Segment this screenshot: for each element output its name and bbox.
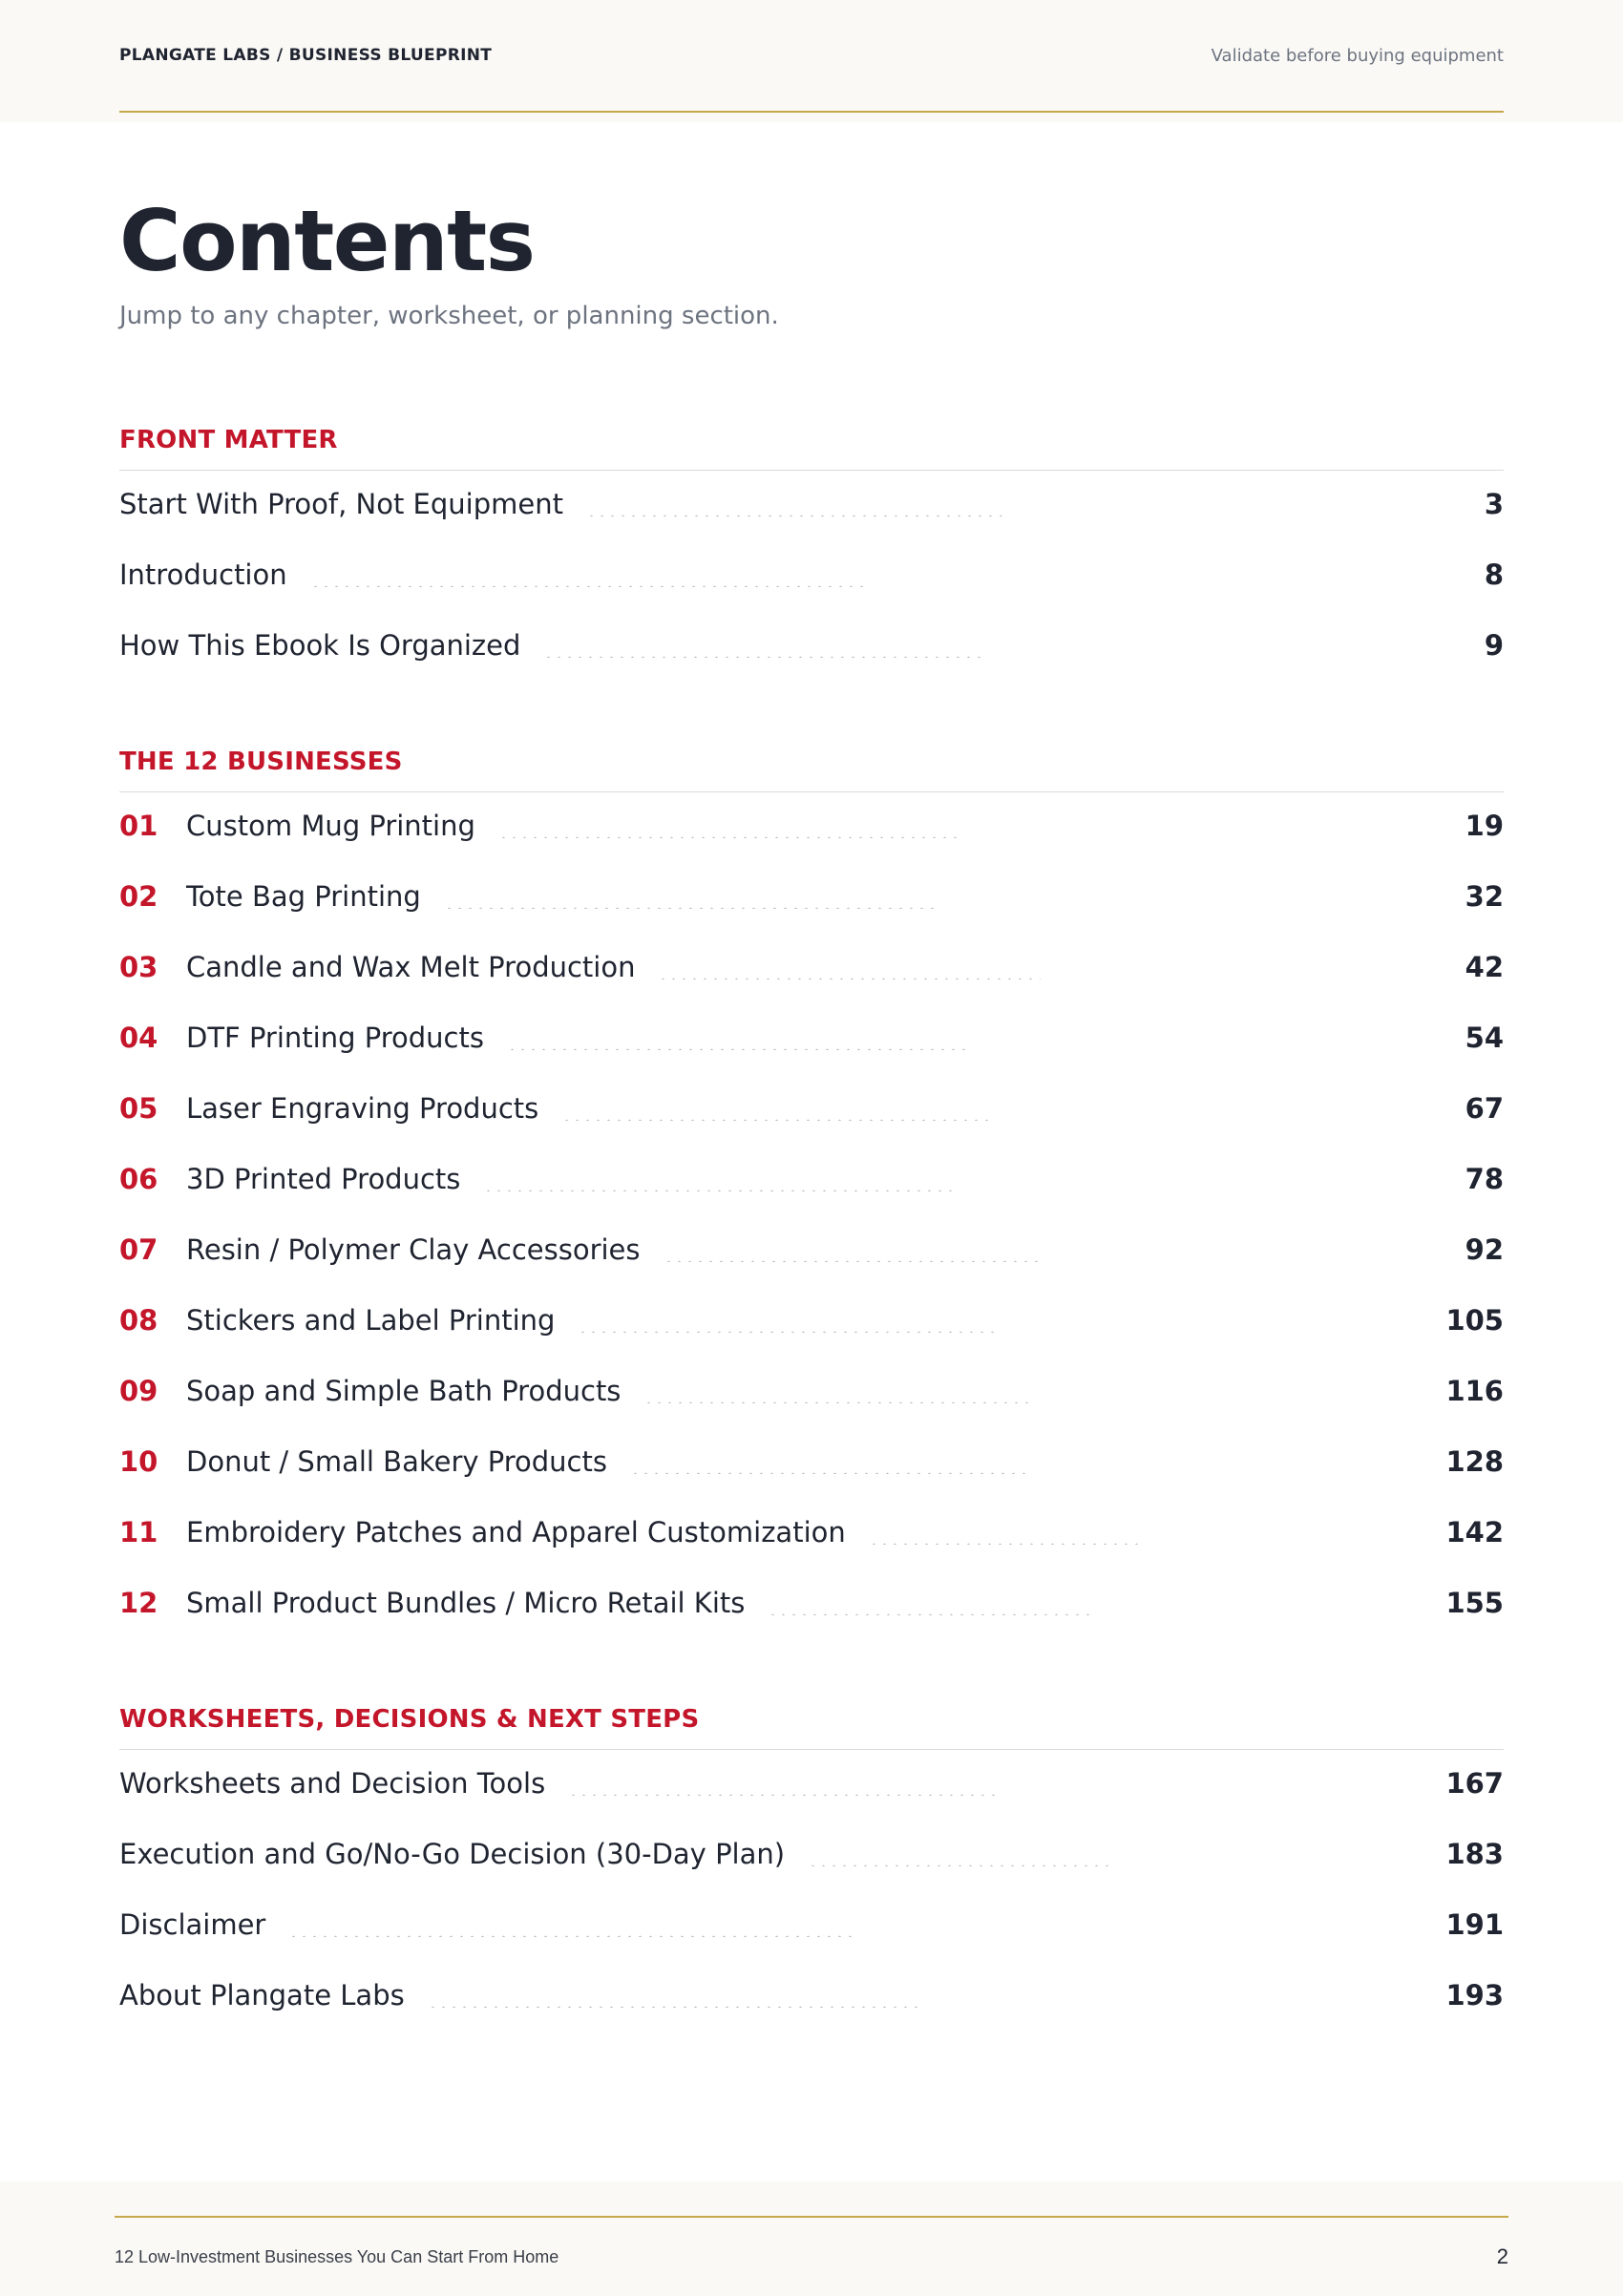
entry-page-number: 19 <box>1465 809 1504 842</box>
dot-leader <box>643 1401 1033 1403</box>
entry-label: How This Ebook Is Organized <box>119 628 521 662</box>
page-subtitle: Jump to any chapter, worksheet, or planning section. <box>119 301 779 330</box>
toc-entry[interactable] <box>119 1144 1504 1214</box>
entry-page-number: 105 <box>1445 1303 1504 1337</box>
toc-entry[interactable] <box>119 1285 1504 1356</box>
table-of-contents <box>119 426 1504 2031</box>
chapter-number: 09 <box>119 1374 158 1407</box>
toc-entry[interactable] <box>119 1960 1504 2031</box>
entry-label: Stickers and Label Printing <box>186 1303 556 1337</box>
dot-leader <box>586 515 1005 516</box>
dot-leader <box>444 907 934 909</box>
entry-label: DTF Printing Products <box>186 1021 484 1054</box>
entry-page-number: 54 <box>1465 1021 1504 1054</box>
chapter-number: 10 <box>119 1444 158 1478</box>
dot-leader <box>310 585 867 587</box>
toc-entry[interactable] <box>119 790 1504 861</box>
dot-leader <box>498 836 961 838</box>
dot-leader <box>288 1935 855 1937</box>
entry-page-number: 142 <box>1445 1515 1505 1548</box>
dot-leader <box>483 1190 953 1191</box>
header-brand: PLANGATE LABS / BUSINESS BLUEPRINT <box>119 46 493 65</box>
dot-leader <box>578 1331 1001 1333</box>
entry-label: Donut / Small Bakery Products <box>186 1444 607 1478</box>
toc-entry[interactable] <box>119 1356 1504 1426</box>
toc-entry[interactable] <box>119 1889 1504 1960</box>
chapter-number: 12 <box>119 1586 158 1619</box>
entry-label: Small Product Bundles / Micro Retail Kits <box>186 1586 746 1619</box>
entry-page-number: 167 <box>1445 1766 1504 1800</box>
toc-entry[interactable] <box>119 610 1504 681</box>
toc-entry[interactable] <box>119 861 1504 932</box>
entry-page-number: 92 <box>1465 1232 1504 1266</box>
toc-entry[interactable] <box>119 1073 1504 1144</box>
contents-body <box>119 191 1504 2031</box>
entry-page-number: 9 <box>1484 628 1504 662</box>
entry-page-number: 32 <box>1465 879 1504 913</box>
entry-page-number: 67 <box>1465 1091 1504 1125</box>
dot-leader <box>768 1613 1095 1615</box>
entry-label: Custom Mug Printing <box>186 809 475 842</box>
chapter-number: 06 <box>119 1162 158 1195</box>
chapter-number: 08 <box>119 1303 158 1337</box>
chapter-number: 04 <box>119 1021 158 1054</box>
chapter-number: 11 <box>119 1515 158 1548</box>
entry-label: About Plangate Labs <box>119 1978 405 2012</box>
entry-page-number: 116 <box>1445 1374 1504 1407</box>
section-title: FRONT MATTER <box>119 426 1504 471</box>
header-tagline: Validate before buying equipment <box>1211 45 1504 66</box>
toc-entry[interactable] <box>119 1426 1504 1497</box>
chapter-number: 01 <box>119 809 158 842</box>
entry-label: 3D Printed Products <box>186 1162 461 1195</box>
entry-label: Resin / Polymer Clay Accessories <box>186 1232 641 1266</box>
dot-leader <box>428 2006 925 2008</box>
entry-label: Execution and Go/No-Go Decision (30-Day Plan) <box>119 1837 786 1870</box>
entry-page-number: 8 <box>1484 558 1504 591</box>
dot-leader <box>664 1260 1043 1262</box>
dot-leader <box>869 1543 1146 1545</box>
entry-page-number: 155 <box>1445 1586 1504 1619</box>
page-header <box>0 0 1623 122</box>
toc-entry[interactable] <box>119 1002 1504 1073</box>
toc-section <box>119 426 1504 681</box>
entry-page-number: 128 <box>1445 1444 1505 1478</box>
page-title: Contents <box>119 192 535 290</box>
dot-leader <box>808 1864 1115 1866</box>
chapter-number: 05 <box>119 1091 158 1125</box>
dot-leader <box>507 1048 965 1050</box>
toc-entry[interactable] <box>119 1819 1504 1889</box>
footer-book-title: 12 Low-Investment Businesses You Can Start From Home <box>115 2246 559 2266</box>
section-title: THE 12 BUSINESSES <box>119 748 1504 792</box>
entry-label: Candle and Wax Melt Production <box>186 950 636 983</box>
toc-entry[interactable] <box>119 932 1504 1002</box>
entry-label: Start With Proof, Not Equipment <box>119 487 563 520</box>
toc-entry[interactable] <box>119 539 1504 610</box>
section-title: WORKSHEETS, DECISIONS & NEXT STEPS <box>119 1705 1504 1750</box>
toc-section <box>119 1705 1504 2031</box>
entry-page-number: 42 <box>1465 950 1505 983</box>
toc-entry[interactable] <box>119 469 1504 539</box>
entry-page-number: 191 <box>1445 1907 1505 1941</box>
dot-leader <box>568 1794 996 1796</box>
footer-page-number: 2 <box>1496 2244 1508 2268</box>
entry-label: Worksheets and Decision Tools <box>119 1766 546 1800</box>
chapter-number: 02 <box>119 879 158 913</box>
dot-leader <box>630 1472 1026 1474</box>
entry-label: Introduction <box>119 558 287 591</box>
toc-entry[interactable] <box>119 1214 1504 1285</box>
entry-page-number: 78 <box>1465 1162 1504 1195</box>
entry-label: Embroidery Patches and Apparel Customization <box>186 1515 846 1548</box>
page-footer <box>0 2181 1623 2296</box>
footer-rule <box>115 2216 1508 2269</box>
entry-page-number: 3 <box>1484 487 1504 520</box>
entry-page-number: 193 <box>1445 1978 1505 2012</box>
entry-label: Tote Bag Printing <box>186 879 421 913</box>
toc-entry[interactable] <box>119 1748 1504 1819</box>
dot-leader <box>561 1119 992 1121</box>
entry-label: Laser Engraving Products <box>186 1091 539 1125</box>
entry-label: Soap and Simple Bath Products <box>186 1374 622 1407</box>
entry-page-number: 183 <box>1445 1837 1504 1870</box>
toc-section <box>119 748 1504 1638</box>
dot-leader <box>543 656 983 658</box>
chapter-number: 07 <box>119 1232 158 1266</box>
entry-label: Disclaimer <box>119 1907 266 1941</box>
toc-entry[interactable] <box>119 1497 1504 1568</box>
chapter-number: 03 <box>119 950 158 983</box>
header-rule <box>119 0 1504 113</box>
dot-leader <box>658 978 1041 979</box>
toc-entry[interactable] <box>119 1568 1504 1638</box>
